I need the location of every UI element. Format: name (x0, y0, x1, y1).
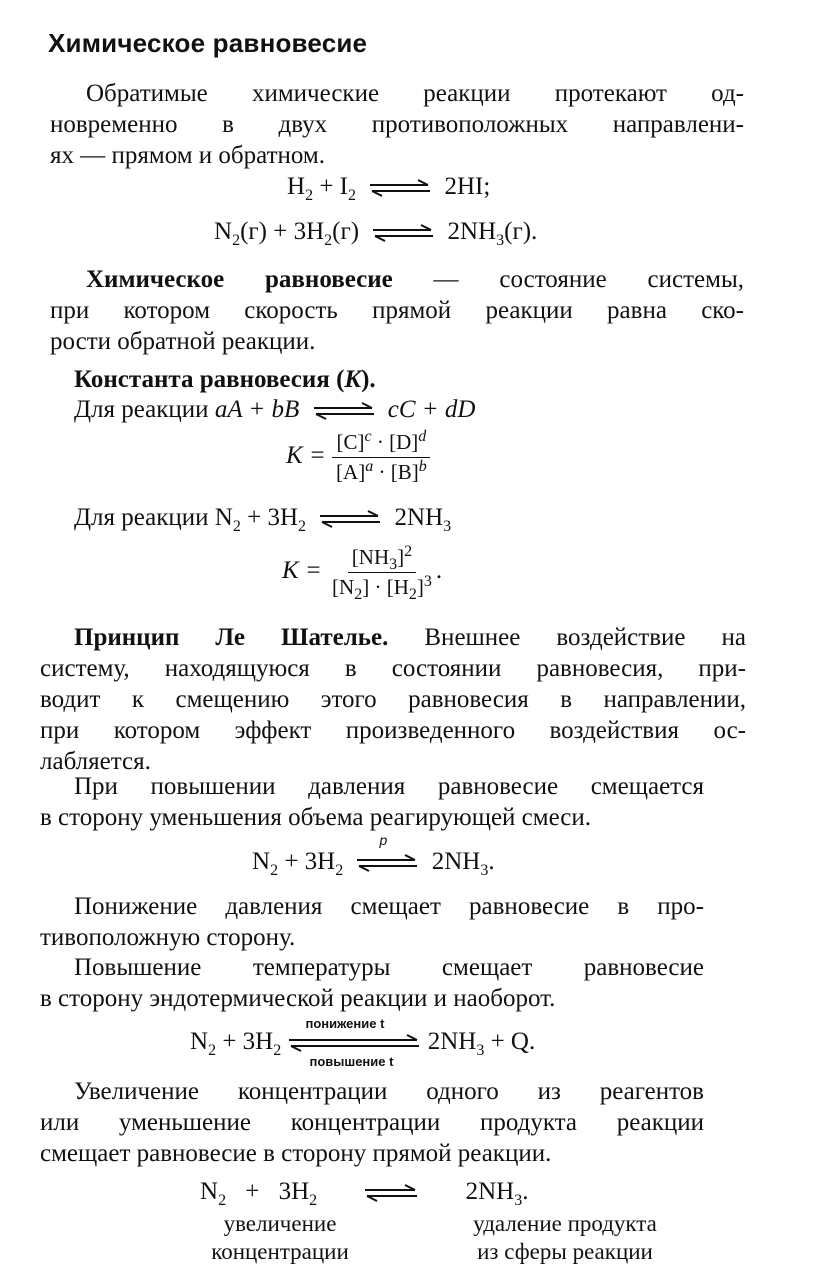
remove-label-line-1: удаление продукта (473, 1211, 657, 1236)
equation-h2-i2 (287, 173, 491, 204)
definition-term: Химическое равновесие (86, 266, 393, 293)
eq2-end: (г). (504, 218, 538, 245)
constant-heading-end: ). (361, 366, 376, 393)
c-eq-h: 3H (278, 1178, 310, 1205)
pressure-paragraph (40, 771, 704, 833)
low-pressure-line-2: тивоположную сторону. (40, 924, 296, 951)
k-numerator (332, 430, 430, 458)
k2-den-n: [N (332, 575, 355, 599)
k-den-a: [A] (336, 460, 366, 484)
definition-line-2: при котором скорость прямой реакции равна ско- (50, 297, 744, 324)
c-eq-n: N (200, 1178, 219, 1205)
temperature-bottom-label: повышение t (309, 1054, 394, 1070)
le-chatelier-paragraph (40, 622, 746, 777)
ammonia-h-sub: 2 (298, 518, 307, 535)
intro-line-1: Обратимые химические реакции протекают од- (86, 80, 744, 107)
intro-line-2: новременно в двух противоположных направлени- (50, 111, 744, 138)
k2-num: [NH (351, 545, 390, 569)
k-num-c-exp: c (364, 428, 372, 445)
t-eq-end: + Q. (484, 1028, 536, 1055)
k2-den-end: ] (416, 575, 424, 599)
general-reaction-lhs: aA + bB (214, 396, 300, 423)
temperature-line-1: Повышение температуры смещает равновесие (74, 954, 704, 981)
eq1-plus: + I (313, 173, 348, 200)
ammonia-n-sub: 2 (232, 518, 241, 535)
remove-product-label (440, 1210, 690, 1266)
pressure-arrow-group (349, 832, 425, 876)
increase-concentration-label (180, 1210, 380, 1266)
eq2-mid: (г) + 3H (240, 218, 325, 245)
constant-heading-k: K (344, 366, 362, 393)
k-den-a-exp: a (365, 458, 374, 475)
ammonia-rhs: 2NH (394, 504, 444, 531)
le-chatelier-line-4: при котором эффект произведенного воздействия ос- (40, 717, 746, 744)
low-pressure-line-1: Понижение давления смещает равновесие в про- (74, 893, 704, 920)
ammonia-reaction-label: Для реакции N (74, 504, 233, 531)
k-num-d-exp: d (418, 428, 427, 445)
k-den-b: · [B] (373, 460, 419, 484)
increase-label-line-1: увеличение (223, 1211, 337, 1236)
p-eq-end: . (488, 848, 495, 875)
eq1-lhs: H (287, 173, 306, 200)
eq2-nh: 2NH (447, 218, 497, 245)
k-label: K = (286, 442, 326, 470)
definition-line-3: рости обратной реакции. (50, 328, 316, 355)
intro-paragraph (50, 78, 744, 171)
c-eq-plus: + (245, 1178, 260, 1205)
le-chatelier-text-1: Внешнее воздействие на (388, 624, 747, 651)
eq2-nh-sub: 3 (496, 232, 505, 249)
constant-heading-text: Константа равновесия ( (74, 366, 345, 393)
k2-denominator (328, 573, 436, 604)
le-chatelier-line-5: лабляется. (40, 748, 151, 775)
definition-paragraph (50, 264, 744, 357)
k2-den-h-sub: 2 (408, 586, 417, 604)
page-title: Химическое равновесие (48, 28, 368, 58)
k2-fraction (328, 543, 436, 604)
t-eq-n: N (190, 1028, 209, 1055)
le-chatelier-line-2: систему, находящуюся в состоянии равновесия, при- (40, 655, 746, 682)
k2-den-exp: 3 (423, 573, 432, 590)
constant-general-formula (286, 430, 431, 485)
pressure-equation (252, 832, 495, 879)
constant-heading (74, 366, 376, 394)
k-fraction (332, 430, 431, 485)
t-eq-nh-sub: 3 (476, 1042, 485, 1059)
general-reaction-rhs: cC + dD (387, 396, 476, 423)
k2-den-mid: ] · [H (362, 575, 409, 599)
k-num-d: · [D] (371, 430, 419, 454)
k2-num-exp: 2 (404, 543, 413, 560)
general-reaction-label: Для реакции (74, 396, 215, 423)
c-eq-nh-sub: 3 (514, 1192, 523, 1209)
concentration-line-3: смещает равновесие в сторону прямой реакции. (40, 1140, 552, 1167)
constant-ammonia-formula (282, 543, 443, 604)
temperature-equation (190, 1016, 536, 1070)
le-chatelier-line-1 (40, 622, 746, 653)
c-eq-n-sub: 2 (218, 1192, 227, 1209)
pressure-line-1: При повышении давления равновесие смещается (74, 773, 704, 800)
equilibrium-arrow-icon (371, 224, 435, 242)
c-eq-h-sub: 2 (309, 1192, 318, 1209)
k2-numerator (348, 545, 416, 573)
intro-line-3: ях — прямом и обратном. (50, 142, 325, 169)
equation-ammonia-gas (214, 218, 538, 249)
c-eq-nh: 2NH (465, 1178, 515, 1205)
p-eq-mid: + 3H (278, 848, 336, 875)
temperature-line-2: в сторону эндотермической реакции и наоборот. (40, 985, 556, 1012)
concentration-paragraph (40, 1076, 704, 1169)
definition-text-1: — состояние системы, (392, 266, 744, 293)
definition-line-1 (50, 264, 744, 295)
le-chatelier-term: Принцип Ле Шателье. (74, 624, 389, 651)
ammonia-mid: + 3H (240, 504, 299, 531)
equilibrium-arrow-icon (318, 510, 382, 528)
k2-num-end: ] (397, 545, 405, 569)
ammonia-reaction-line (74, 504, 452, 535)
eq1-rhs: 2HI; (444, 173, 491, 200)
increase-label-line-2: концентрации (211, 1239, 349, 1264)
equilibrium-arrow-icon (312, 402, 376, 420)
c-eq-end: . (522, 1178, 529, 1205)
remove-label-line-2: из сферы реакции (477, 1239, 653, 1264)
eq2-n: N (214, 218, 233, 245)
low-pressure-paragraph (40, 891, 704, 953)
eq2-n-sub: 2 (232, 232, 241, 249)
t-eq-mid: + 3H (216, 1028, 274, 1055)
p-eq-n: N (252, 848, 271, 875)
equilibrium-arrow-icon (368, 179, 432, 197)
eq2-h-sub: 2 (324, 232, 333, 249)
k2-dot: . (435, 557, 443, 585)
t-eq-n-sub: 2 (208, 1042, 217, 1059)
le-chatelier-line-3: водит к смещению этого равновесия в направлении, (40, 686, 746, 713)
k-num-c: [C] (336, 430, 365, 454)
k2-num-sub: 3 (389, 556, 398, 574)
p-eq-h-sub: 2 (335, 862, 344, 879)
p-eq-n-sub: 2 (270, 862, 279, 879)
k2-den-n-sub: 2 (354, 586, 363, 604)
t-eq-nh: 2NH (427, 1028, 477, 1055)
eq1-sub1: 2 (305, 187, 314, 204)
k-denominator (332, 458, 431, 485)
temperature-paragraph (40, 952, 704, 1014)
equilibrium-arrow-icon (355, 854, 419, 872)
long-equilibrium-arrow-icon (287, 1034, 421, 1052)
p-eq-nh: 2NH (431, 848, 481, 875)
k-den-b-exp: b (418, 458, 427, 475)
temperature-top-label: понижение t (305, 1016, 385, 1032)
pressure-line-2: в сторону уменьшения объема реагирующей смеси. (40, 804, 592, 831)
concentration-equation (200, 1178, 529, 1209)
ammonia-rhs-sub: 3 (443, 518, 452, 535)
eq1-sub2: 2 (348, 187, 356, 204)
pressure-arrow-label: p (379, 832, 388, 848)
general-reaction (74, 396, 475, 424)
t-eq-h-sub: 2 (273, 1042, 282, 1059)
equilibrium-arrow-icon (363, 1184, 419, 1202)
concentration-line-1: Увеличение концентрации одного из реагентов (74, 1078, 704, 1105)
p-eq-nh-sub: 3 (480, 862, 489, 879)
eq2-g: (г) (332, 218, 360, 245)
concentration-line-2: или уменьшение концентрации продукта реакции (40, 1109, 704, 1136)
temperature-arrow-group (287, 1016, 421, 1070)
k2-label: K = (282, 557, 322, 585)
